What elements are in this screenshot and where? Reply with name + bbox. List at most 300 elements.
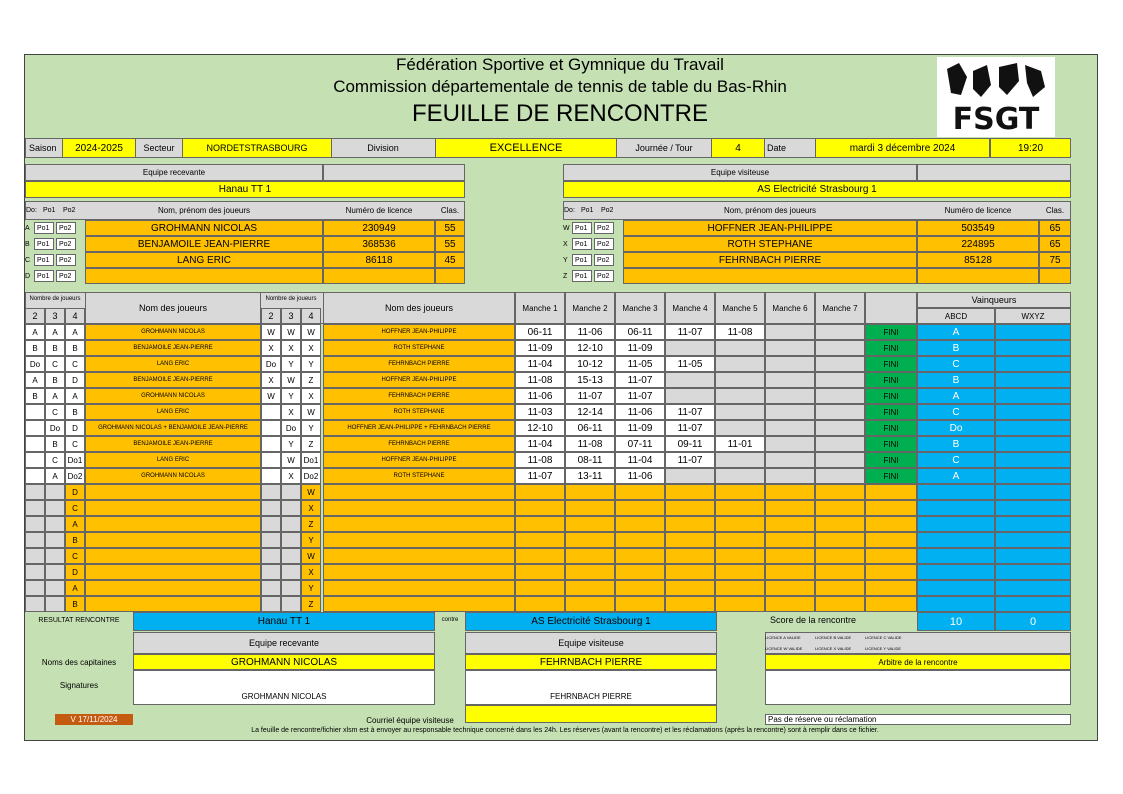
- home-player-name[interactable]: [85, 268, 323, 284]
- row-manche-7[interactable]: [815, 564, 865, 580]
- row-manche-6[interactable]: [765, 324, 815, 340]
- row-manche-2[interactable]: 10-12: [565, 356, 615, 372]
- row-status: [865, 580, 917, 596]
- row-manche-3[interactable]: 11-07: [615, 388, 665, 404]
- row-away-a4: W: [301, 404, 321, 420]
- away-player-po2[interactable]: Po2: [594, 238, 614, 250]
- row-manche-3[interactable]: [615, 516, 665, 532]
- row-manche-4[interactable]: [665, 580, 715, 596]
- row-manche-3[interactable]: [615, 532, 665, 548]
- row-manche-5[interactable]: [715, 468, 765, 484]
- row-manche-4[interactable]: [665, 516, 715, 532]
- row-manche-2[interactable]: 12-14: [565, 404, 615, 420]
- row-home-player: [85, 532, 261, 548]
- row-away-a4: Do1: [301, 452, 321, 468]
- row-home-player: [85, 516, 261, 532]
- row-winner-wxyz: [995, 564, 1071, 580]
- row-manche-4[interactable]: [665, 548, 715, 564]
- away-player-clas: [1039, 268, 1071, 284]
- contre-label: contre: [441, 617, 459, 623]
- row-away-a2: Do: [261, 356, 281, 372]
- row-away-a4: Z: [301, 596, 321, 612]
- row-manche-4[interactable]: [665, 388, 715, 404]
- row-manche-5[interactable]: 11-08: [715, 324, 765, 340]
- row-status: [865, 516, 917, 532]
- away-player-licence[interactable]: 85128: [917, 252, 1039, 268]
- row-manche-2[interactable]: [565, 500, 615, 516]
- away-player-name[interactable]: ROTH STEPHANE: [623, 236, 917, 252]
- row-manche-7[interactable]: [815, 500, 865, 516]
- row-away-a4: X: [301, 500, 321, 516]
- row-manche-6[interactable]: [765, 420, 815, 436]
- row-manche-5[interactable]: [715, 420, 765, 436]
- row-manche-4[interactable]: 11-05: [665, 356, 715, 372]
- manche-header-5: Manche 5: [715, 292, 765, 324]
- row-manche-6[interactable]: [765, 388, 815, 404]
- row-manche-6[interactable]: [765, 548, 815, 564]
- row-home-player: [85, 580, 261, 596]
- row-home-player: [85, 596, 261, 612]
- row-manche-4[interactable]: [665, 596, 715, 612]
- away-player-name[interactable]: FEHRNBACH PIERRE: [623, 252, 917, 268]
- home-player-po2[interactable]: Po2: [56, 254, 76, 266]
- row-manche-7[interactable]: [815, 404, 865, 420]
- row-manche-6[interactable]: [765, 468, 815, 484]
- away-player-po1[interactable]: Po1: [572, 270, 592, 282]
- row-winner-abcd: [917, 516, 995, 532]
- home-player-po2[interactable]: Po2: [56, 222, 76, 234]
- row-manche-5[interactable]: [715, 580, 765, 596]
- row-home-player: [85, 500, 261, 516]
- licence-w: LICENCE W VALIDE: [765, 646, 803, 651]
- row-manche-5[interactable]: [715, 356, 765, 372]
- row-manche-4[interactable]: 11-07: [665, 452, 715, 468]
- row-manche-2[interactable]: 12-10: [565, 340, 615, 356]
- row-manche-1[interactable]: [515, 500, 565, 516]
- row-away-player: ROTH STEPHANE: [323, 468, 515, 484]
- row-manche-5[interactable]: [715, 372, 765, 388]
- row-manche-7[interactable]: [815, 484, 865, 500]
- away-team-name: AS Electricité Strasbourg 1: [563, 181, 1071, 198]
- row-manche-2[interactable]: 06-11: [565, 420, 615, 436]
- row-winner-abcd: C: [917, 404, 995, 420]
- row-status: [865, 484, 917, 500]
- row-manche-1[interactable]: 11-03: [515, 404, 565, 420]
- row-winner-abcd: B: [917, 372, 995, 388]
- row-winner-wxyz: [995, 388, 1071, 404]
- row-manche-5[interactable]: [715, 532, 765, 548]
- row-away-a3: [281, 596, 301, 612]
- row-manche-6[interactable]: [765, 484, 815, 500]
- row-manche-1[interactable]: 11-04: [515, 356, 565, 372]
- row-away-a2: [261, 500, 281, 516]
- row-manche-2[interactable]: [565, 532, 615, 548]
- row-away-player: FEHRNBACH PIERRE: [323, 388, 515, 404]
- row-manche-3[interactable]: [615, 548, 665, 564]
- row-home-player: LANG ERIC: [85, 452, 261, 468]
- row-away-a4: Y: [301, 420, 321, 436]
- home-player-name[interactable]: LANG ERIC: [85, 252, 323, 268]
- row-home-h4: D: [65, 372, 85, 388]
- row-manche-3[interactable]: [615, 484, 665, 500]
- row-manche-2[interactable]: [565, 596, 615, 612]
- row-home-h4: Do2: [65, 468, 85, 484]
- row-manche-7[interactable]: [815, 596, 865, 612]
- row-manche-4[interactable]: [665, 372, 715, 388]
- secteur-value: NORDETSTRASBOURG: [182, 138, 332, 158]
- captain-home[interactable]: GROHMANN NICOLAS: [133, 654, 435, 670]
- equipe-recevante-label: Equipe recevante: [133, 632, 435, 654]
- row-away-a2: W: [261, 388, 281, 404]
- row-manche-3[interactable]: 11-09: [615, 420, 665, 436]
- row-home-h2: A: [25, 372, 45, 388]
- row-home-h3: A: [45, 468, 65, 484]
- away-nb-col: 4: [301, 308, 321, 324]
- row-manche-6[interactable]: [765, 372, 815, 388]
- home-col-licence: Numéro de licence: [345, 206, 413, 215]
- home-player-name[interactable]: GROHMANN NICOLAS: [85, 220, 323, 236]
- row-manche-1[interactable]: 11-08: [515, 452, 565, 468]
- row-manche-3[interactable]: 11-06: [615, 468, 665, 484]
- saison-value: 2024-2025: [62, 138, 136, 158]
- row-manche-1[interactable]: 11-09: [515, 340, 565, 356]
- row-manche-2[interactable]: 11-06: [565, 324, 615, 340]
- row-manche-7[interactable]: [815, 324, 865, 340]
- row-manche-3[interactable]: [615, 596, 665, 612]
- equipe-visiteuse-label: Equipe visiteuse: [465, 632, 717, 654]
- row-manche-2[interactable]: 11-07: [565, 388, 615, 404]
- row-home-h2: [25, 468, 45, 484]
- row-status: FINI: [865, 372, 917, 388]
- row-away-a2: [261, 436, 281, 452]
- row-manche-3[interactable]: 06-11: [615, 324, 665, 340]
- row-manche-5[interactable]: [715, 500, 765, 516]
- row-manche-6[interactable]: [765, 516, 815, 532]
- row-away-player: ROTH STEPHANE: [323, 340, 515, 356]
- row-manche-1[interactable]: [515, 580, 565, 596]
- row-manche-6[interactable]: [765, 596, 815, 612]
- row-manche-7[interactable]: [815, 340, 865, 356]
- home-player-letter: A: [25, 224, 30, 232]
- row-home-h2: [25, 596, 45, 612]
- row-home-h4: A: [65, 516, 85, 532]
- row-manche-6[interactable]: [765, 340, 815, 356]
- row-manche-2[interactable]: [565, 580, 615, 596]
- home-player-po1[interactable]: Po1: [34, 238, 54, 250]
- row-manche-3[interactable]: [615, 500, 665, 516]
- abcd-label: ABCD: [917, 308, 995, 324]
- date-value: mardi 3 décembre 2024: [815, 138, 990, 158]
- row-manche-6[interactable]: [765, 532, 815, 548]
- row-home-h3: B: [45, 340, 65, 356]
- row-manche-7[interactable]: [815, 532, 865, 548]
- away-player-po1[interactable]: Po1: [572, 238, 592, 250]
- row-manche-7[interactable]: [815, 356, 865, 372]
- away-team-header: Equipe visiteuse: [563, 164, 917, 181]
- row-manche-6[interactable]: [765, 404, 815, 420]
- row-manche-5[interactable]: [715, 548, 765, 564]
- row-manche-4[interactable]: [665, 484, 715, 500]
- row-status: FINI: [865, 452, 917, 468]
- row-home-h3: C: [45, 356, 65, 372]
- svg-text:FSGT: FSGT: [952, 102, 1040, 137]
- row-winner-abcd: [917, 532, 995, 548]
- row-winner-wxyz: [995, 516, 1071, 532]
- row-manche-7[interactable]: [815, 420, 865, 436]
- away-player-clas: 65: [1039, 236, 1071, 252]
- row-manche-3[interactable]: 11-06: [615, 404, 665, 420]
- row-away-a4: Z: [301, 436, 321, 452]
- home-header-spacer: [323, 164, 465, 181]
- row-home-h4: B: [65, 532, 85, 548]
- licences-row1: [765, 632, 1071, 643]
- row-manche-1[interactable]: 11-04: [515, 436, 565, 452]
- home-team-name: Hanau TT 1: [25, 181, 465, 198]
- row-status: FINI: [865, 468, 917, 484]
- away-player-licence[interactable]: 224895: [917, 236, 1039, 252]
- away-player-letter: Z: [563, 272, 568, 280]
- row-home-h3: C: [45, 452, 65, 468]
- row-manche-7[interactable]: [815, 388, 865, 404]
- licence-b: LICENCE B VALIDE: [815, 635, 852, 640]
- row-status: [865, 548, 917, 564]
- result-label: RESULTAT RENCONTRE: [38, 616, 120, 624]
- row-winner-abcd: A: [917, 324, 995, 340]
- away-player-licence[interactable]: 503549: [917, 220, 1039, 236]
- row-manche-6[interactable]: [765, 564, 815, 580]
- away-player-letter: Y: [563, 256, 568, 264]
- row-manche-4[interactable]: 11-07: [665, 324, 715, 340]
- row-manche-3[interactable]: 11-05: [615, 356, 665, 372]
- licence-y: LICENCE Y VALIDE: [865, 646, 902, 651]
- row-manche-1[interactable]: 11-08: [515, 372, 565, 388]
- signatures-label: Signatures: [59, 680, 99, 690]
- away-player-po1[interactable]: Po1: [572, 254, 592, 266]
- row-manche-5[interactable]: [715, 596, 765, 612]
- row-manche-2[interactable]: 08-11: [565, 452, 615, 468]
- licence-c: LICENCE C VALIDE: [865, 635, 902, 640]
- away-col-po2: Po2: [601, 207, 614, 214]
- home-player-licence[interactable]: 230949: [323, 220, 435, 236]
- row-manche-4[interactable]: [665, 564, 715, 580]
- home-player-licence[interactable]: 86118: [323, 252, 435, 268]
- row-winner-wxyz: [995, 452, 1071, 468]
- row-manche-5[interactable]: [715, 404, 765, 420]
- home-player-clas: 45: [435, 252, 465, 268]
- result-home-team: Hanau TT 1: [133, 612, 435, 631]
- row-manche-3[interactable]: 07-11: [615, 436, 665, 452]
- row-manche-4[interactable]: 11-07: [665, 404, 715, 420]
- home-player-po2[interactable]: Po2: [56, 270, 76, 282]
- courriel-input[interactable]: [465, 705, 717, 723]
- row-manche-5[interactable]: [715, 484, 765, 500]
- row-manche-7[interactable]: [815, 468, 865, 484]
- row-manche-1[interactable]: [515, 596, 565, 612]
- row-manche-7[interactable]: [815, 580, 865, 596]
- score-label: Score de la rencontre: [769, 615, 857, 625]
- row-manche-3[interactable]: [615, 580, 665, 596]
- captain-away[interactable]: FEHRNBACH PIERRE: [465, 654, 717, 670]
- row-away-a4: Do2: [301, 468, 321, 484]
- row-away-a4: Y: [301, 580, 321, 596]
- row-home-player: GROHMANN NICOLAS: [85, 388, 261, 404]
- away-player-name[interactable]: [623, 268, 917, 284]
- row-manche-6[interactable]: [765, 500, 815, 516]
- reserve-field[interactable]: Pas de réserve ou réclamation: [765, 714, 1071, 725]
- row-away-a4: Z: [301, 516, 321, 532]
- row-manche-1[interactable]: 11-07: [515, 468, 565, 484]
- row-manche-5[interactable]: [715, 452, 765, 468]
- row-home-h3: [45, 532, 65, 548]
- arbitre-signature-box[interactable]: [765, 670, 1071, 705]
- row-manche-3[interactable]: [615, 564, 665, 580]
- row-manche-5[interactable]: [715, 516, 765, 532]
- row-manche-1[interactable]: 11-06: [515, 388, 565, 404]
- home-player-licence[interactable]: 368536: [323, 236, 435, 252]
- row-manche-7[interactable]: [815, 436, 865, 452]
- away-nb-col: 2: [261, 308, 281, 324]
- row-manche-6[interactable]: [765, 436, 815, 452]
- away-player-clas: 75: [1039, 252, 1071, 268]
- row-manche-2[interactable]: 11-08: [565, 436, 615, 452]
- version-badge: V 17/11/2024: [55, 714, 133, 725]
- home-player-name[interactable]: BENJAMOILE JEAN-PIERRE: [85, 236, 323, 252]
- row-manche-5[interactable]: [715, 564, 765, 580]
- row-home-player: BENJAMOILE JEAN-PIERRE: [85, 436, 261, 452]
- row-home-h2: [25, 484, 45, 500]
- row-away-a2: [261, 420, 281, 436]
- home-player-clas: 55: [435, 236, 465, 252]
- row-winner-abcd: [917, 580, 995, 596]
- row-home-player: [85, 564, 261, 580]
- home-player-po1[interactable]: Po1: [34, 254, 54, 266]
- saison-label: Saison: [29, 143, 57, 153]
- row-manche-2[interactable]: [565, 548, 615, 564]
- row-manche-3[interactable]: 11-07: [615, 372, 665, 388]
- fsgt-logo-icon: [937, 57, 1055, 137]
- row-manche-6[interactable]: [765, 452, 815, 468]
- row-manche-2[interactable]: [565, 564, 615, 580]
- date-label: Date: [767, 143, 787, 153]
- row-manche-1[interactable]: 06-11: [515, 324, 565, 340]
- row-manche-2[interactable]: 13-11: [565, 468, 615, 484]
- row-manche-3[interactable]: 11-04: [615, 452, 665, 468]
- row-manche-6[interactable]: [765, 580, 815, 596]
- row-away-player: [323, 484, 515, 500]
- row-manche-1[interactable]: [515, 516, 565, 532]
- home-player-po1[interactable]: Po1: [34, 270, 54, 282]
- row-away-a2: [261, 484, 281, 500]
- row-winner-abcd: [917, 484, 995, 500]
- row-away-a3: W: [281, 324, 301, 340]
- row-away-a3: Do: [281, 420, 301, 436]
- row-manche-2[interactable]: [565, 516, 615, 532]
- row-home-h2: B: [25, 388, 45, 404]
- away-player-clas: 65: [1039, 220, 1071, 236]
- row-manche-1[interactable]: [515, 484, 565, 500]
- division-value: EXCELLENCE: [435, 138, 617, 158]
- home-player-po2[interactable]: Po2: [56, 238, 76, 250]
- row-winner-wxyz: [995, 420, 1071, 436]
- row-manche-7[interactable]: [815, 372, 865, 388]
- row-away-a3: X: [281, 340, 301, 356]
- row-status: [865, 532, 917, 548]
- row-home-h2: [25, 420, 45, 436]
- row-manche-4[interactable]: [665, 532, 715, 548]
- row-manche-1[interactable]: 12-10: [515, 420, 565, 436]
- row-manche-2[interactable]: 15-13: [565, 372, 615, 388]
- row-away-a2: [261, 468, 281, 484]
- row-manche-5[interactable]: [715, 388, 765, 404]
- arbitre-label: Arbitre de la rencontre: [765, 654, 1071, 670]
- row-manche-1[interactable]: [515, 532, 565, 548]
- courriel-label: Courriel équipe visiteuse: [366, 715, 454, 725]
- row-home-h4: Do1: [65, 452, 85, 468]
- row-manche-4[interactable]: [665, 468, 715, 484]
- result-away-team: AS Electricité Strasbourg 1: [465, 612, 717, 631]
- row-manche-5[interactable]: [715, 340, 765, 356]
- row-away-a2: X: [261, 372, 281, 388]
- row-home-player: BENJAMOILE JEAN-PIERRE: [85, 372, 261, 388]
- row-manche-2[interactable]: [565, 484, 615, 500]
- licence-a: LICENCE A VALIDE: [765, 635, 801, 640]
- row-manche-3[interactable]: 11-09: [615, 340, 665, 356]
- row-away-a3: [281, 580, 301, 596]
- row-manche-4[interactable]: [665, 500, 715, 516]
- row-away-a4: W: [301, 324, 321, 340]
- row-status: FINI: [865, 404, 917, 420]
- row-away-a3: Y: [281, 436, 301, 452]
- row-home-h4: C: [65, 548, 85, 564]
- row-manche-7[interactable]: [815, 452, 865, 468]
- home-player-po1[interactable]: Po1: [34, 222, 54, 234]
- row-away-a4: W: [301, 548, 321, 564]
- away-player-po1[interactable]: Po1: [572, 222, 592, 234]
- row-away-a3: Y: [281, 356, 301, 372]
- row-manche-1[interactable]: [515, 564, 565, 580]
- row-away-a2: [261, 404, 281, 420]
- home-nb-label: Nombre de joueurs: [29, 296, 81, 302]
- home-nb-col: 3: [45, 308, 65, 324]
- home-col-name: Nom, prénom des joueurs: [157, 206, 251, 215]
- away-player-licence[interactable]: [917, 268, 1039, 284]
- away-player-name[interactable]: HOFFNER JEAN-PHILIPPE: [623, 220, 917, 236]
- row-manche-4[interactable]: [665, 340, 715, 356]
- away-player-po2[interactable]: Po2: [594, 222, 614, 234]
- row-manche-6[interactable]: [765, 356, 815, 372]
- row-manche-4[interactable]: 09-11: [665, 436, 715, 452]
- row-winner-wxyz: [995, 324, 1071, 340]
- away-player-po2[interactable]: Po2: [594, 254, 614, 266]
- row-manche-4[interactable]: 11-07: [665, 420, 715, 436]
- row-manche-7[interactable]: [815, 516, 865, 532]
- row-manche-1[interactable]: [515, 548, 565, 564]
- row-manche-5[interactable]: 11-01: [715, 436, 765, 452]
- home-player-licence[interactable]: [323, 268, 435, 284]
- row-home-h4: B: [65, 596, 85, 612]
- away-nom-label: Nom des joueurs: [323, 292, 515, 324]
- row-away-player: [323, 516, 515, 532]
- row-winner-wxyz: [995, 596, 1071, 612]
- away-player-po2[interactable]: Po2: [594, 270, 614, 282]
- away-col-po1: Po1: [581, 207, 594, 214]
- signature-home: GROHMANN NICOLAS: [241, 691, 327, 701]
- row-manche-7[interactable]: [815, 548, 865, 564]
- row-winner-wxyz: [995, 580, 1071, 596]
- away-col-do: Do:: [564, 207, 575, 214]
- row-winner-wxyz: [995, 468, 1071, 484]
- row-winner-wxyz: [995, 548, 1071, 564]
